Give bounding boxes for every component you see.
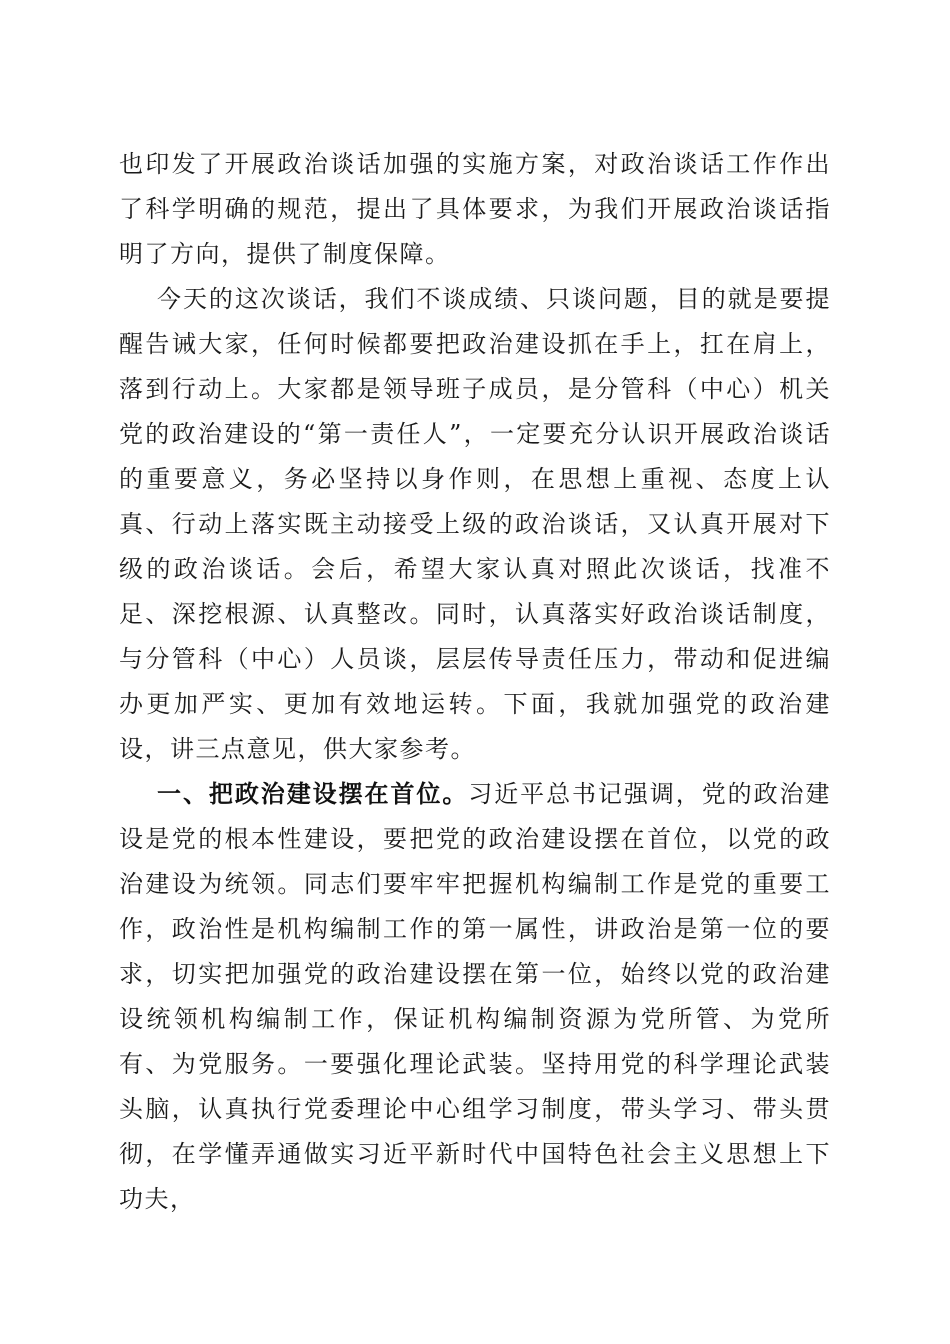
paragraph-text: 习近平总书记强调，党的政治建设是党的根本性建设，要把党的政治建设摆在首位，以党的政治建设为统领。同志们要牢牢把握机构编制工作是党的重要工作，政治性是机构编制工作的第一属性，讲政治是第一位的要求，切实把加强党的政治建设摆在第一位，始终以党的政治建设统领机构编制工作，保证机构编制资源为党所管、为党所有、为党服务。一要强化理论武装。坚持用党的科学理论武装头脑，认真执行党委理论中心组学习制度，带头学习、带头贯彻，在学懂弄通做实习近平新时代中国特色社会主义思想上下功夫，: [119, 780, 832, 1213]
paragraph-section-one: [119, 772, 831, 1222]
body-text: [119, 142, 831, 1222]
paragraph-text: 也印发了开展政治谈话加强的实施方案，对政治谈话工作作出了科学明确的规范，提出了具体要求，为我们开展政治谈话指明了方向，提供了制度保障。: [119, 150, 831, 268]
paragraph-text: 今天的这次谈话，我们不谈成绩、只谈问题，目的就是要提醒告诫大家，任何时候都要把政治建设抓在手上，扛在肩上，落到行动上。大家都是领导班子成员，是分管科（中心）机关党的政治建设的“第一责任人”，一定要充分认识开展政治谈话的重要意义，务必坚持以身作则，在思想上重视、态度上认真、行动上落实既主动接受上级的政治谈话，又认真开展对下级的政治谈话。会后，希望大家认真对照此次谈话，找准不足、深挖根源、认真整改。同时，认真落实好政治谈话制度，与分管科（中心）人员谈，层层传导责任压力，带动和促进编办更加严实、更加有效地运转。下面，我就加强党的政治建设，讲三点意见，供大家参考。: [119, 285, 831, 763]
paragraph-continuation: [119, 142, 831, 277]
section-heading: 一、把政治建设摆在首位。: [157, 780, 469, 808]
paragraph-talk-purpose: [119, 277, 831, 772]
